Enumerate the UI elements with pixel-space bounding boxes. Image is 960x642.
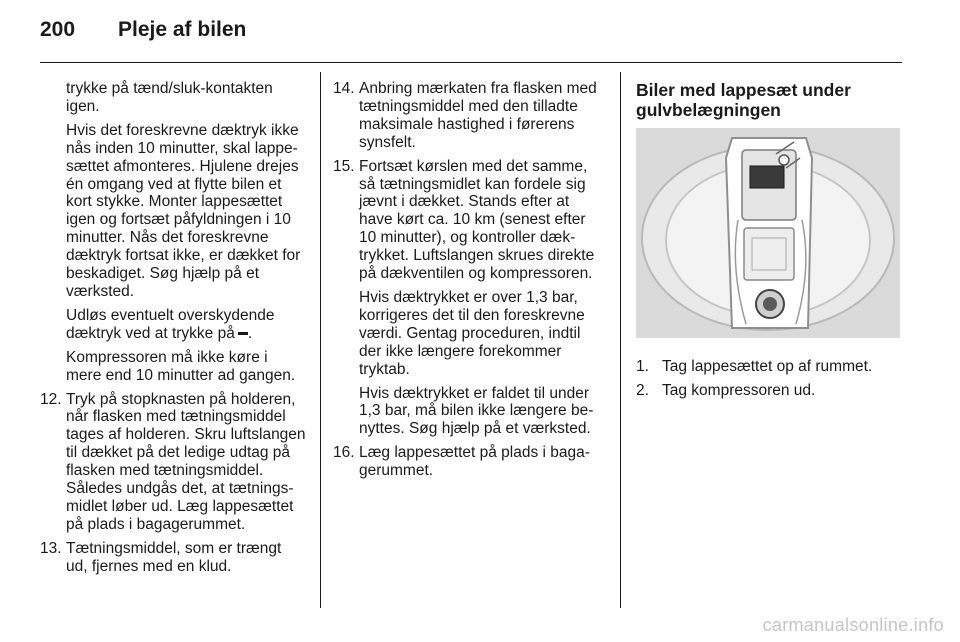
list-item	[636, 382, 904, 400]
column-divider	[320, 72, 321, 608]
list-text: Tag lappesættet op af rummet.	[662, 358, 873, 375]
paragraph: Hvis det foreskrevne dæktryk ikke nås inden 10 minutter, skal lappesættet afmonteres. Hjulene drejes én omgang ved at flytte bilen et kort stykke. Monter lappesættet igen og fortsæt påfyldningen i 10 minutter. Nås det foreskrevne dæktryk fortsat ikke, er dækket for beskadiget. Søg hjælp på et værksted.	[66, 121, 301, 300]
section-title: Biler med lappesæt under gulvbelægningen	[636, 80, 851, 120]
sub-paragraph: Hvis dæktrykket er faldet til under 1,3 bar, må bilen ikke længere benyttes. Søg hjælp på et værksted.	[359, 384, 594, 438]
list-text: Tag kompressoren ud.	[662, 381, 816, 399]
list-number: 13.	[40, 539, 62, 557]
page-header	[40, 18, 246, 48]
list-text: Anbring mærkaten fra flasken med tætningsmiddel med den tilladte maksimale hastighed i førerens synsfelt.	[359, 80, 597, 151]
paragraph: trykke på tænd/sluk-kontakten igen.	[66, 80, 273, 115]
list-number: 15.	[333, 157, 355, 175]
list-item	[333, 80, 606, 152]
paragraph	[40, 307, 306, 343]
column-2	[333, 80, 606, 486]
list-text: Læg lappesættet på plads i bagagerummet.	[359, 444, 590, 480]
list-number: 1.	[636, 358, 649, 375]
list-number: 14.	[333, 80, 355, 97]
column-1	[40, 80, 306, 582]
page-number: 200	[40, 18, 76, 41]
list-item	[636, 358, 904, 376]
paragraph-end: .	[247, 324, 253, 342]
list-number: 2.	[636, 381, 649, 399]
sub-paragraph: Hvis dæktrykket er over 1,3 bar, korrigeres det til den foreskrevne værdi. Gentag proceduren, indtil der ikke længere forekommer tryktab.	[359, 288, 585, 378]
list-item	[333, 158, 606, 283]
paragraph-text: Udløs eventuelt overskydende dæktryk ved at trykke på	[66, 306, 275, 342]
column-3	[636, 80, 904, 406]
list-item	[333, 444, 606, 480]
repair-kit-illustration	[636, 128, 900, 338]
list-number: 16.	[333, 444, 355, 462]
list-number: 12.	[40, 390, 62, 408]
list-text: Fortsæt kørslen med det samme, så tætningsmidlet kan fordele sig jævnt i dækket. Stands efter at have kørt ca. 10 km (senest efter 10 minutter), og kontroller dæktrykket. Luftslangen skrues direkte på dækventilen og kompressoren.	[359, 157, 595, 283]
watermark: carmanualsonline.info	[762, 615, 944, 635]
header-rule	[40, 62, 902, 63]
column-divider	[620, 72, 621, 608]
paragraph: Kompressoren må ikke køre i mere end 10 minutter ad gangen.	[66, 348, 296, 384]
list-item	[40, 540, 306, 576]
list-text: Tætningsmiddel, som er trængt ud, fjernes med en klud.	[66, 539, 282, 575]
list-item	[40, 391, 306, 534]
list-text: Tryk på stopknasten på holderen, når flasken med tætningsmiddel tages af holderen. Skru luftslangen til dækket på det ledige udtag på flasken med tætningsmiddel. Således undgås det, at tætningsmidlet løber ud. Læg lappesættet på plads i bagagerummet.	[66, 390, 306, 533]
page-title: Pleje af bilen	[118, 18, 247, 41]
minus-button-icon	[238, 332, 248, 335]
